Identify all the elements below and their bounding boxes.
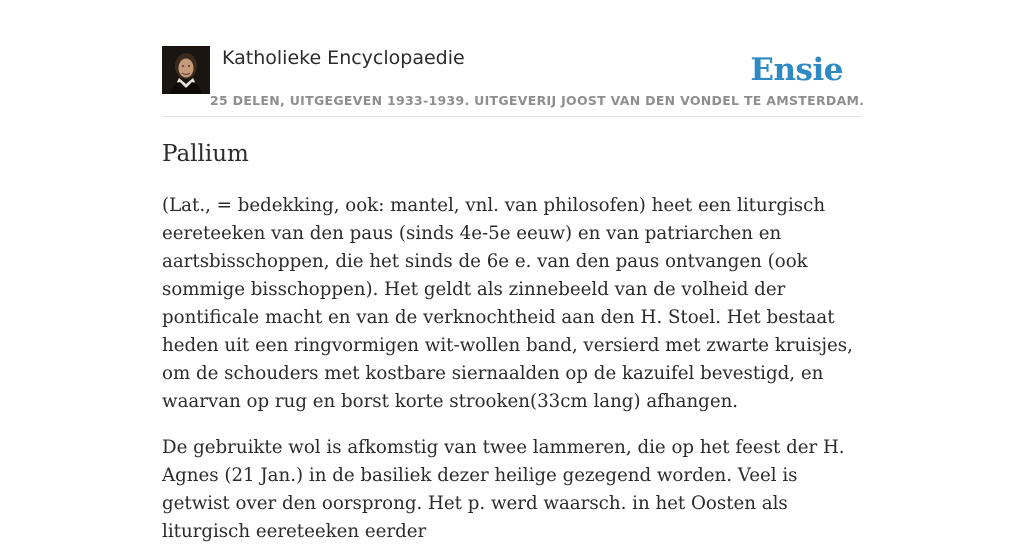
portrait-avatar-icon	[162, 46, 210, 94]
entry-title: Pallium	[162, 141, 249, 167]
entry-paragraph: (Lat., = bedekking, ook: mantel, vnl. van philosofen) heet een liturgisch eereteeken van den paus (sinds 4e-5e eeuw) en van patriarchen en aartsbisschoppen, die het sinds de 6e e. van den paus ontvangen (ook sommige bisschoppen). Het geldt als zinnebeeld van de volheid der pontificale macht en van de verknochtheid aan den H. Stoel. Het bestaat heden uit een ringvormigen wit-wollen band, versierd met zwarte kruisjes, om de schouders met kostbare siernaalden op de kazuifel bevestigd, en waarvan op rug en borst korte strooken(33cm lang) afhangen.	[162, 195, 853, 412]
source-subtitle: 25 DELEN, UITGEGEVEN 1933-1939. UITGEVERIJ JOOST VAN DEN VONDEL TE AMSTERDAM.	[210, 93, 865, 108]
source-title[interactable]: Katholieke Encyclopaedie	[222, 47, 465, 69]
entry-paragraph: De gebruikte wol is afkomstig van twee lammeren, die op het feest der H. Agnes (21 Jan.) in de basiliek dezer heilige gezegend worden. Veel is getwist over den oorsprong. Het p. werd waarsch. in het Oosten als liturgisch eereteeken eerder	[162, 437, 845, 542]
source-avatar[interactable]	[162, 46, 210, 94]
source-header	[162, 46, 865, 117]
entry-content	[162, 136, 862, 546]
ensie-logo[interactable]: Ensie	[750, 52, 843, 88]
